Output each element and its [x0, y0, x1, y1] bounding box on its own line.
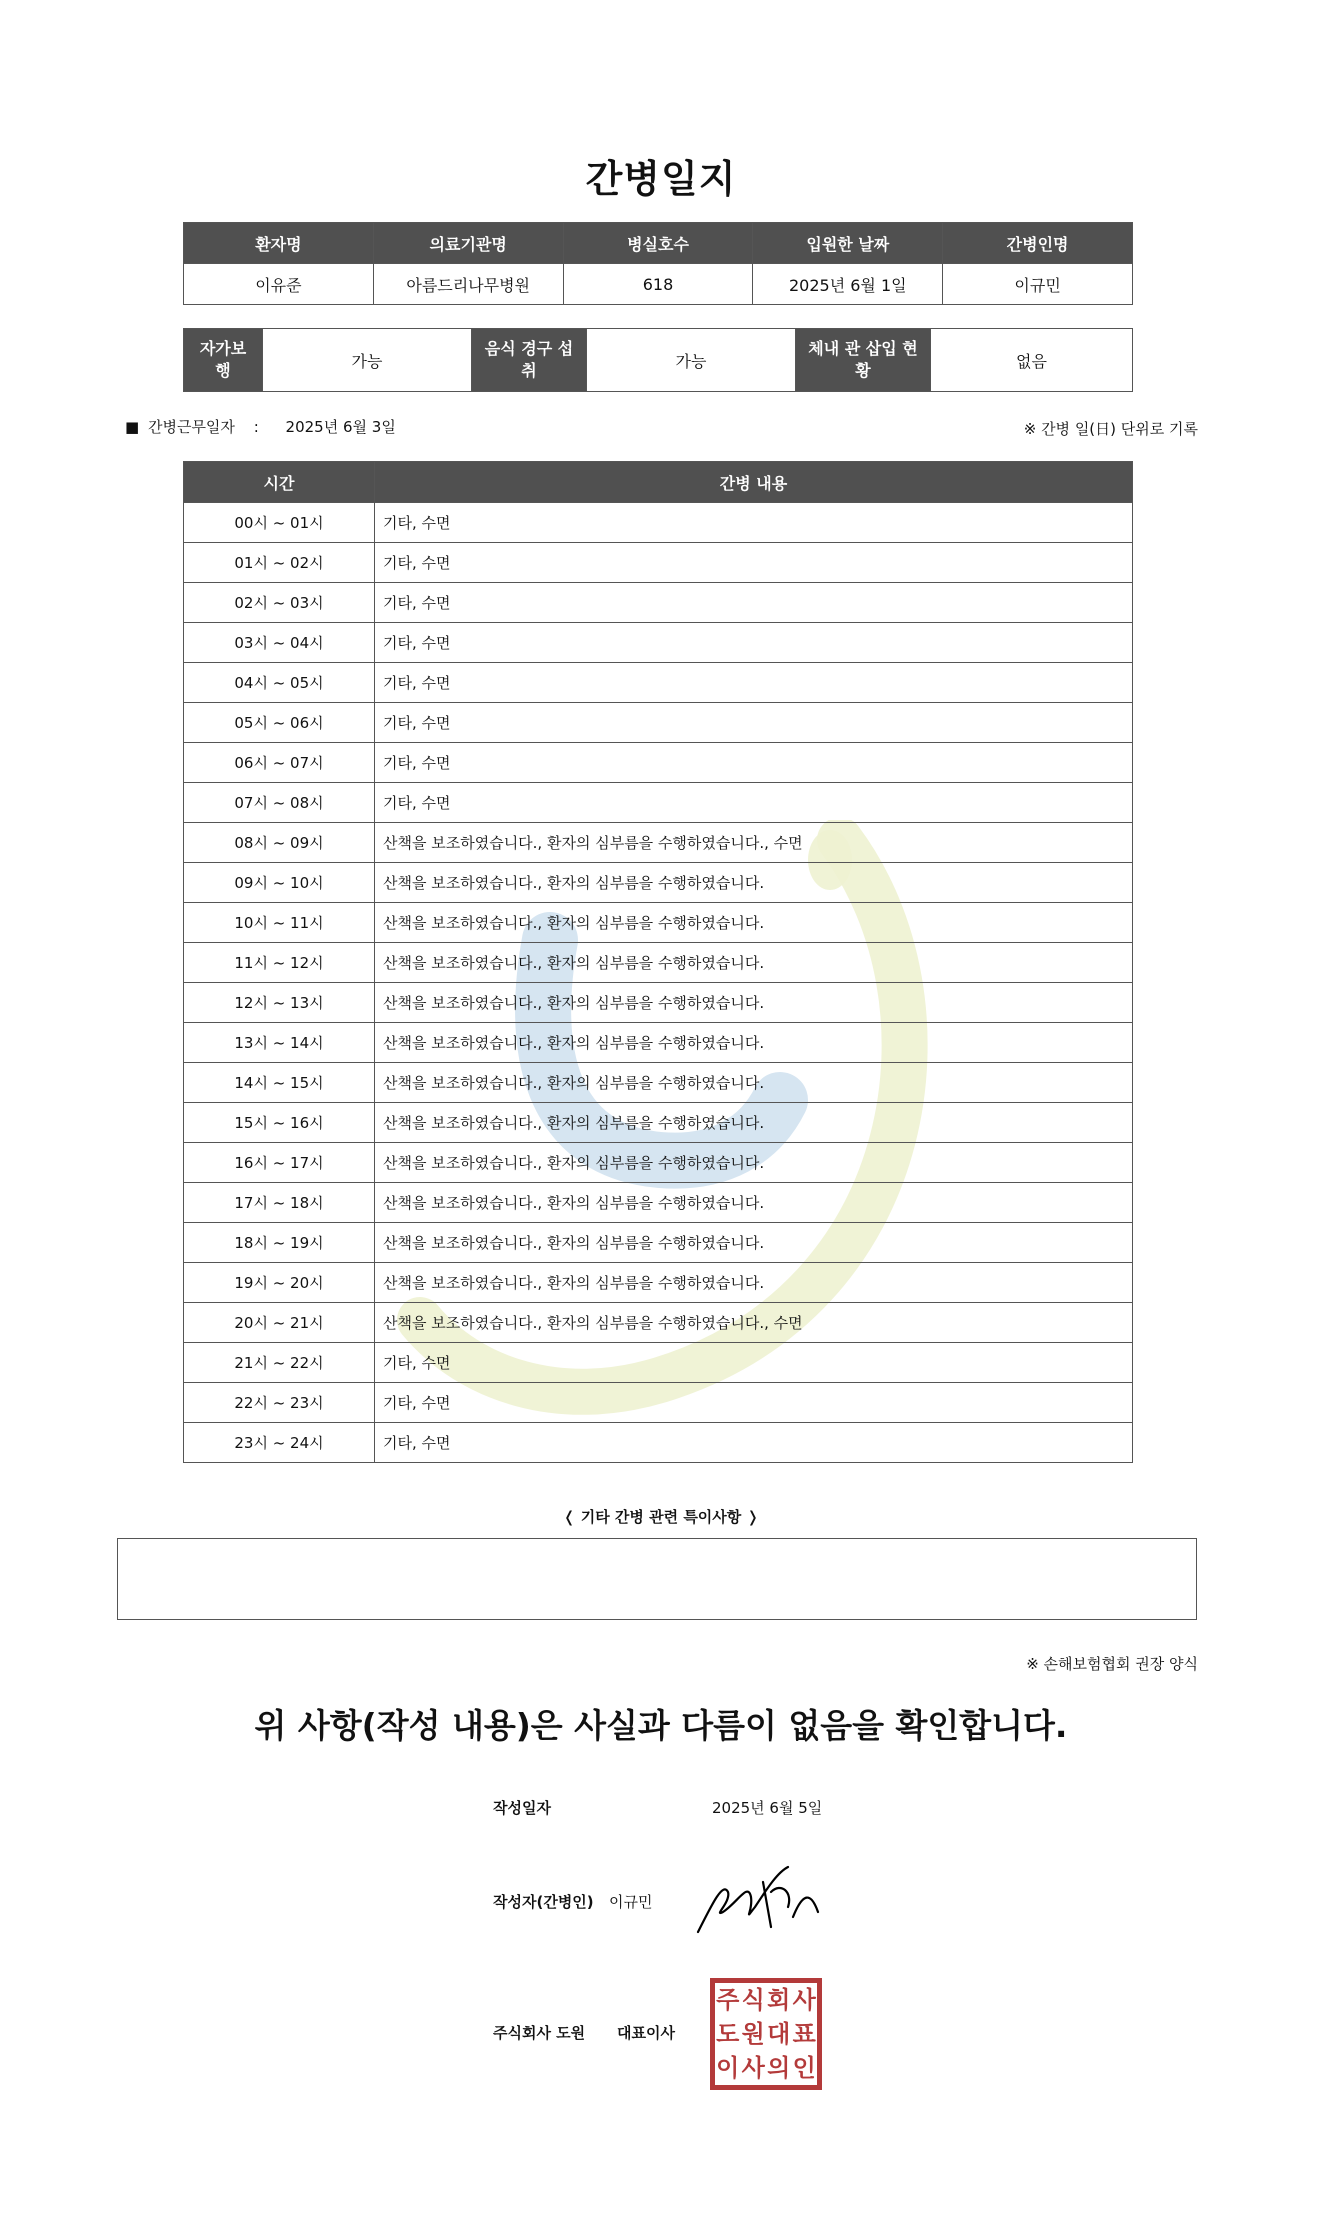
write-date-label: 작성일자: [493, 1799, 551, 1817]
special-notes-title: ❬ 기타 간병 관련 특이사항 ❭: [562, 1508, 760, 1526]
patient-info-table: [183, 222, 1133, 305]
company-seal-stamp: 주 식 회 사 도 원 대 표 이 사 의 인: [710, 1978, 822, 2090]
table-row: [184, 543, 1133, 583]
care-content: 기타, 수면: [375, 743, 1133, 783]
table-row: [184, 1183, 1133, 1223]
header-hospital: 의료기관명: [373, 223, 563, 264]
table-row: [184, 943, 1133, 983]
header-time: 시간: [184, 462, 375, 503]
time-slot: 10시 ~ 11시: [184, 903, 375, 943]
oral-intake-label: 음식 경구 섭 취: [472, 329, 587, 392]
care-content: 산책을 보조하였습니다., 환자의 심부름을 수행하였습니다.: [375, 863, 1133, 903]
care-content: 산책을 보조하였습니다., 환자의 심부름을 수행하였습니다.: [375, 983, 1133, 1023]
time-slot: 23시 ~ 24시: [184, 1423, 375, 1463]
time-slot: 17시 ~ 18시: [184, 1183, 375, 1223]
time-slot: 02시 ~ 03시: [184, 583, 375, 623]
time-slot: 03시 ~ 04시: [184, 623, 375, 663]
table-row: [184, 583, 1133, 623]
header-room: 병실호수: [563, 223, 753, 264]
time-slot: 22시 ~ 23시: [184, 1383, 375, 1423]
care-content: 산책을 보조하였습니다., 환자의 심부름을 수행하였습니다.: [375, 1143, 1133, 1183]
care-content: 산책을 보조하였습니다., 환자의 심부름을 수행하였습니다.: [375, 1263, 1133, 1303]
care-content: 산책을 보조하였습니다., 환자의 심부름을 수행하였습니다.: [375, 1223, 1133, 1263]
care-content: 기타, 수면: [375, 1383, 1133, 1423]
time-slot: 16시 ~ 17시: [184, 1143, 375, 1183]
table-row: [184, 863, 1133, 903]
time-slot: 20시 ~ 21시: [184, 1303, 375, 1343]
writer-value: 이규민: [609, 1893, 653, 1911]
care-content: 산책을 보조하였습니다., 환자의 심부름을 수행하였습니다., 수면: [375, 823, 1133, 863]
table-row: [184, 1383, 1133, 1423]
table-row: [184, 783, 1133, 823]
table-row: [184, 903, 1133, 943]
writer-label: 작성자(간병인): [493, 1893, 594, 1911]
admit-date: 2025년 6월 1일: [753, 264, 943, 305]
tube-label: 체내 관 삽입 현 황: [796, 329, 931, 392]
care-content: 기타, 수면: [375, 663, 1133, 703]
work-date-row: [125, 416, 396, 437]
care-content: 산책을 보조하였습니다., 환자의 심부름을 수행하였습니다.: [375, 1183, 1133, 1223]
table-row: [184, 703, 1133, 743]
work-date-marker: ■: [125, 418, 140, 436]
care-content: 기타, 수면: [375, 1423, 1133, 1463]
room-number: 618: [563, 264, 753, 305]
caregiver-name: 이규민: [943, 264, 1133, 305]
table-row: [184, 1343, 1133, 1383]
care-content: 기타, 수면: [375, 703, 1133, 743]
care-content: 기타, 수면: [375, 543, 1133, 583]
care-content: 기타, 수면: [375, 583, 1133, 623]
time-slot: 12시 ~ 13시: [184, 983, 375, 1023]
patient-status-table: [183, 328, 1133, 392]
table-row: [184, 1263, 1133, 1303]
care-content: 산책을 보조하였습니다., 환자의 심부름을 수행하였습니다.: [375, 1023, 1133, 1063]
handwritten-signature: [693, 1862, 823, 1942]
patient-name: 이유준: [184, 264, 374, 305]
ceo-label: 대표이사: [617, 2024, 675, 2042]
table-row: [184, 503, 1133, 543]
care-content: 산책을 보조하였습니다., 환자의 심부름을 수행하였습니다., 수면: [375, 1303, 1133, 1343]
time-slot: 11시 ~ 12시: [184, 943, 375, 983]
time-slot: 14시 ~ 15시: [184, 1063, 375, 1103]
work-date-label: 간병근무일자: [147, 418, 235, 436]
table-row: [184, 743, 1133, 783]
care-content: 산책을 보조하였습니다., 환자의 심부름을 수행하였습니다.: [375, 1103, 1133, 1143]
table-row: [184, 823, 1133, 863]
time-slot: 21시 ~ 22시: [184, 1343, 375, 1383]
table-row: [184, 1023, 1133, 1063]
table-row: [184, 1063, 1133, 1103]
confirmation-statement: 위 사항(작성 내용)은 사실과 다름이 없음을 확인합니다.: [254, 1706, 1068, 1745]
time-slot: 15시 ~ 16시: [184, 1103, 375, 1143]
time-slot: 19시 ~ 20시: [184, 1263, 375, 1303]
time-slot: 01시 ~ 02시: [184, 543, 375, 583]
table-row: [184, 1103, 1133, 1143]
work-date-colon: :: [253, 418, 259, 436]
special-notes-box: [117, 1538, 1197, 1620]
header-patient-name: 환자명: [184, 223, 374, 264]
time-slot: 06시 ~ 07시: [184, 743, 375, 783]
care-log-table: [183, 461, 1133, 1463]
care-content: 산책을 보조하였습니다., 환자의 심부름을 수행하였습니다.: [375, 943, 1133, 983]
tube-value: 없음: [931, 329, 1133, 392]
page-title: 간병일지: [585, 157, 737, 201]
care-content: 기타, 수면: [375, 1343, 1133, 1383]
self-walk-label: 자가보 행: [184, 329, 263, 392]
time-slot: 18시 ~ 19시: [184, 1223, 375, 1263]
table-row: [184, 1303, 1133, 1343]
time-slot: 09시 ~ 10시: [184, 863, 375, 903]
table-row: [184, 623, 1133, 663]
header-content: 간병 내용: [375, 462, 1133, 503]
oral-intake-value: 가능: [587, 329, 796, 392]
care-content: 기타, 수면: [375, 783, 1133, 823]
time-slot: 07시 ~ 08시: [184, 783, 375, 823]
time-slot: 08시 ~ 09시: [184, 823, 375, 863]
hospital-name: 아름드리나무병원: [373, 264, 563, 305]
time-slot: 05시 ~ 06시: [184, 703, 375, 743]
work-date-note: ※ 간병 일(日) 단위로 기록: [1023, 420, 1198, 438]
company-label: 주식회사 도원: [493, 2024, 586, 2042]
table-row: [184, 983, 1133, 1023]
time-slot: 13시 ~ 14시: [184, 1023, 375, 1063]
care-content: 기타, 수면: [375, 623, 1133, 663]
self-walk-value: 가능: [263, 329, 472, 392]
form-note: ※ 손해보험협회 권장 양식: [1026, 1655, 1198, 1673]
work-date-value: 2025년 6월 3일: [285, 418, 396, 436]
time-slot: 04시 ~ 05시: [184, 663, 375, 703]
care-content: 산책을 보조하였습니다., 환자의 심부름을 수행하였습니다.: [375, 903, 1133, 943]
write-date-value: 2025년 6월 5일: [712, 1799, 823, 1817]
header-admit-date: 입원한 날짜: [753, 223, 943, 264]
care-content: 산책을 보조하였습니다., 환자의 심부름을 수행하였습니다.: [375, 1063, 1133, 1103]
header-caregiver: 간병인명: [943, 223, 1133, 264]
table-row: [184, 663, 1133, 703]
care-content: 기타, 수면: [375, 503, 1133, 543]
time-slot: 00시 ~ 01시: [184, 503, 375, 543]
table-row: [184, 1143, 1133, 1183]
table-row: [184, 1223, 1133, 1263]
table-row: [184, 1423, 1133, 1463]
